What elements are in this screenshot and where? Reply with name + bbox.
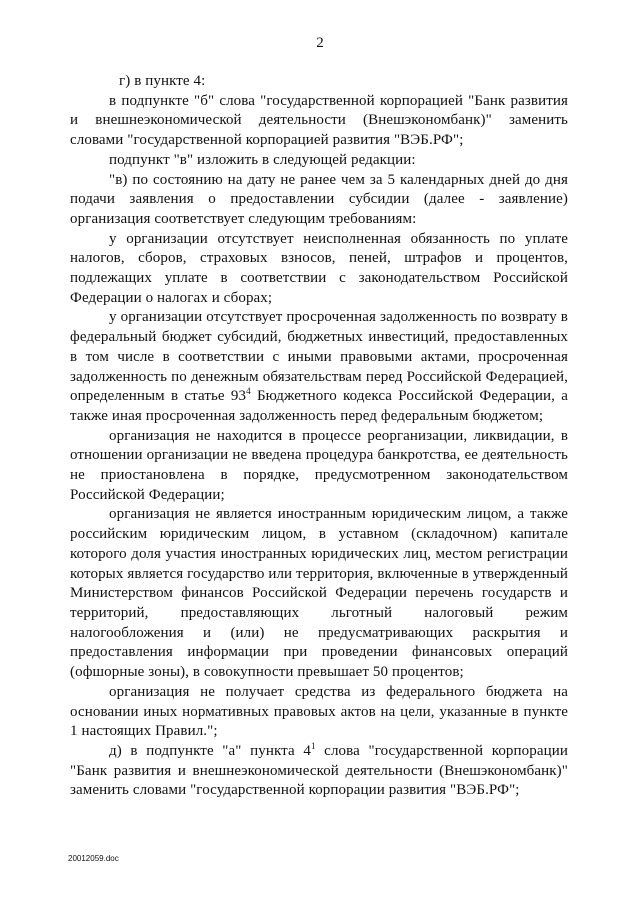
paragraph-subpoint-v-text: "в) по состоянию на дату не ранее чем за 5 календарных дней до дня подачи заявления о предоставлении субсидии (далее - заявление) организация соответствует следующим требованиям:: [70, 171, 568, 227]
footer-filename: 20012059.doc: [68, 854, 119, 863]
superscript-4: 4: [246, 386, 251, 397]
paragraph-item-d-text-before: д) в подпункте "а" пункта 4: [109, 742, 311, 759]
paragraph-overdue-debt-text-after: Бюджетного кодекса Российской Федерации, а также иная просроченная задолженность перед федеральным бюджетом;: [70, 388, 568, 424]
paragraph-item-g: г) в пункте 4:: [119, 73, 206, 89]
paragraph-overdue-debt-text-before: у организации отсутствует просроченная задолженность по возврату в федеральный бюджет субсидий, бюджетных инвестиций, предоставленных в том числе в соответствии с иными правовыми актами, просроченная задолженность по денежным обязательствам перед Российской Федерацией, определенным в статье 93: [70, 309, 568, 405]
page-number: 2: [316, 35, 324, 51]
paragraph-tax-obligation: у организации отсутствует неисполненная обязанность по уплате налогов, сборов, страховых взносов, пеней, штрафов и процентов, подлежащих уплате в соответствии с законодательством Российской Федерации о налогах и сборах;: [70, 230, 568, 306]
paragraph-item-d: [70, 742, 568, 801]
superscript-1: 1: [310, 740, 316, 751]
paragraph-item-d-text-after: слова "государственной корпорации "Банк развития и внешнеэкономической деятельности (Внешэкономбанк)" заменить словами "государственной корпорации развития "ВЭБ.РФ";: [70, 742, 568, 799]
paragraph-no-other-funding: организация не получает средства из федерального бюджета на основании иных нормативных правовых актов на цели, указанные в пункте 1 настоящих Правил.";: [70, 683, 568, 740]
paragraph-subpoint-v-intro: подпункт "в" изложить в следующей редакции:: [109, 151, 416, 168]
paragraph-subpoint-b-replacement: в подпункте "б" слова "государственной корпорацией "Банк развития и внешнеэкономической деятельности (Внешэкономбанк)" заменить словами "государственной корпорацией развития "ВЭБ.РФ";: [70, 92, 568, 149]
paragraph-overdue-debt: [70, 308, 568, 426]
paragraph-reorganization: организация не находится в процессе реорганизации, ликвидации, в отношении организации не введена процедура банкротства, ее деятельность не приостановлена в порядке, предусмотренном законодательством Российской Федерации;: [70, 427, 568, 503]
paragraph-foreign-entity: организация не является иностранным юридическим лицом, а также российским юридическим лицом, в уставном (складочном) капитале которого доля участия иностранных юридических лиц, местом регистрации которых является государство или территория, включенные в утвержденный Министерством финансов Российской Федерации перечень государств и территорий, предоставляющих льготный налоговый режим налогообложения и (или) не предусматривающих раскрытия и предоставления информации при проведении финансовых операций (офшорные зоны), в совокупности превышает 50 процентов;: [70, 506, 568, 681]
document-body: [70, 72, 568, 801]
